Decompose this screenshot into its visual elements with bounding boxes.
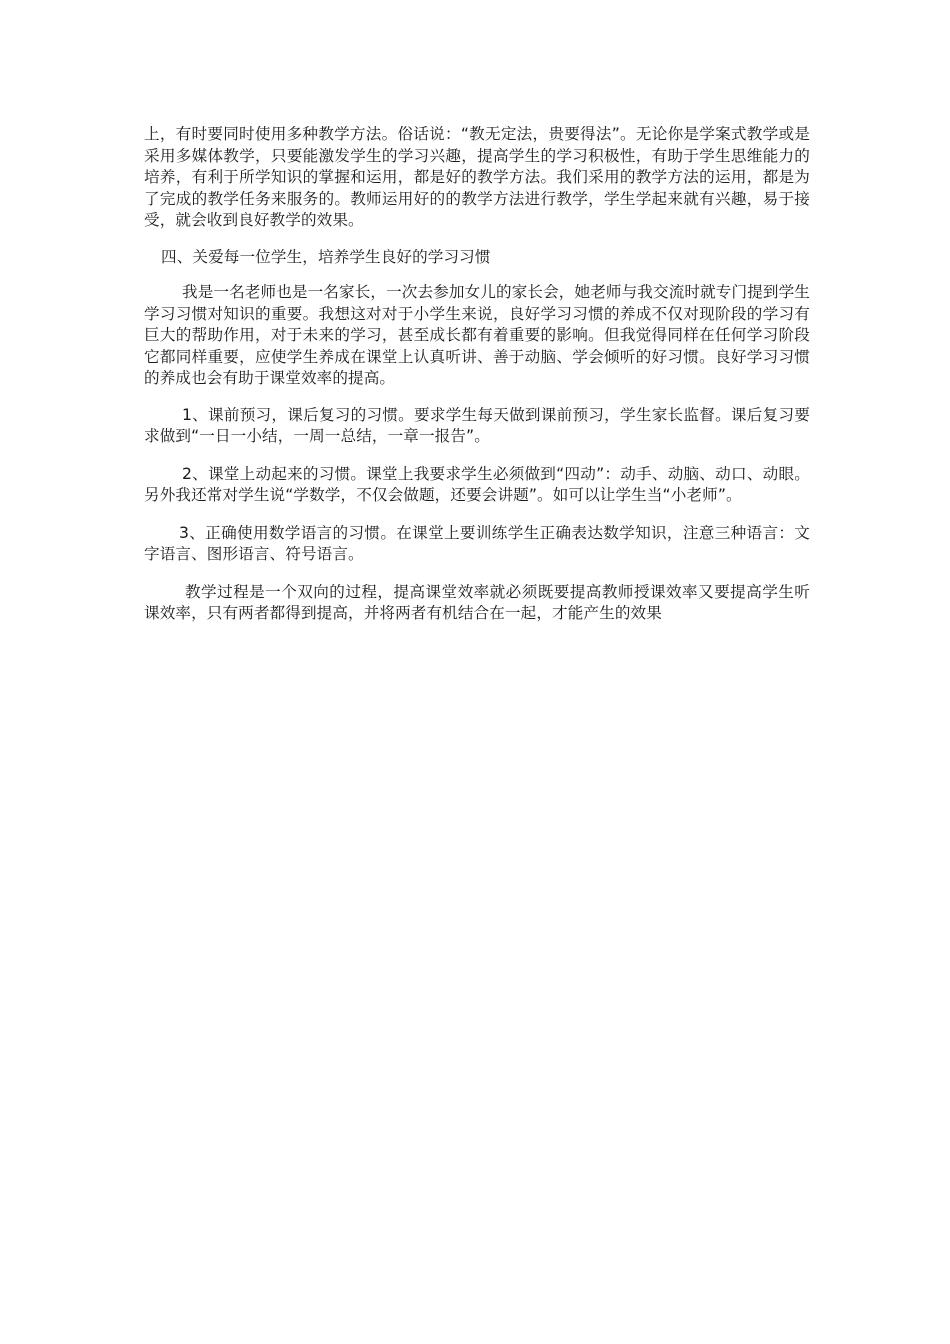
list-item-math-language: 3、正确使用数学语言的习惯。在课堂上要训练学生正确表达数学知识，注意三种语言：文字语言、图形语言、符号语言。: [144, 523, 810, 563]
list-item-preview-review: 1、课前预习，课后复习的习惯。要求学生每天做到课前预习，学生家长监督。课后复习要求做到“一日一小结，一周一总结，一章一报告”。: [144, 405, 810, 445]
document-page: [144, 124, 810, 625]
paragraph-teaching-methods: 上，有时要同时使用多种教学方法。俗话说：“教无定法，贵要得法”。无论你是学案式教学或是采用多媒体教学，只要能激发学生的学习兴趣，提高学生的学习积极性，有助于学生思维能力的培养，有利于所学知识的掌握和运用，都是好的教学方法。我们采用的教学方法的运用，都是为了完成的教学任务来服务的。教师运用好的的教学方法进行教学，学生学起来就有兴趣，易于接受，就会收到良好教学的效果。: [144, 125, 810, 229]
section-heading: 四、关爱每一位学生，培养学生良好的学习习惯: [161, 247, 491, 266]
list-item-active-class: 2、课堂上动起来的习惯。课堂上我要求学生必须做到“四动”：动手、动脑、动口、动眼。另外我还常对学生说“学数学，不仅会做题，还要会讲题”。如可以让学生当“小老师”。: [144, 464, 810, 504]
paragraph-parent-meeting: 我是一名老师也是一名家长，一次去参加女儿的家长会，她老师与我交流时就专门提到学生学习习惯对知识的重要。我想这对对于小学生来说，良好学习习惯的养成不仅对现阶段的学习有巨大的帮助作用，对于未来的学习，甚至成长都有着重要的影响。但我觉得同样在任何学习阶段它都同样重要，应使学生养成在课堂上认真听讲、善于动脑、学会倾听的好习惯。良好学习习惯的养成也会有助于课堂效率的提高。: [144, 283, 810, 387]
paragraph-teaching-process: 教学过程是一个双向的过程，提高课堂效率就必须既要提高教师授课效率又要提高学生听课效率，只有两者都得到提高，并将两者有机结合在一起，才能产生的效果: [144, 582, 810, 622]
